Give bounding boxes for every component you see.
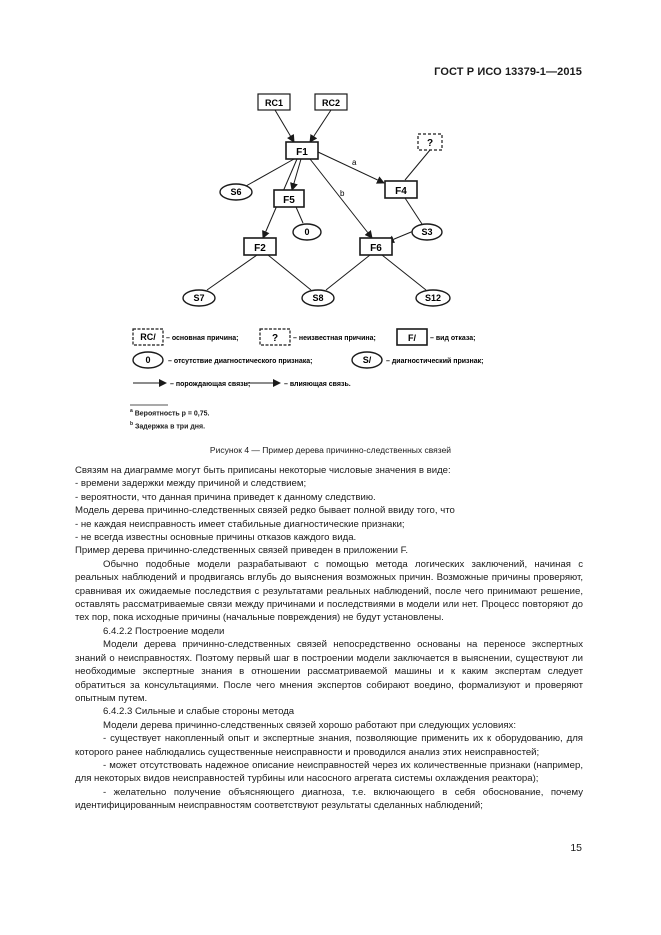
body-text (75, 464, 583, 813)
paragraph: Обычно подобные модели разрабатывают с помощью метода логических заключений, начиная с реальных наблюдений и продвигаясь вглубь до выяснения возможных причин. Возможные причины проверяют, сравнивая их ожидаемые последствия с результатами реальных наблюдений, после чего принимают решение, оставлять рассматриваемые связи между причинами и последствиями в модели или нет. Процесс повторяют до тех пор, пока исходные причины (начальные повреждения) не будут установлены. (75, 558, 583, 624)
svg-text:0: 0 (304, 227, 310, 237)
legend-no-symptom (133, 352, 312, 368)
paragraph: Модели дерева причинно-следственных связей хорошо работают при следующих условиях: (103, 719, 517, 731)
list-item: - не каждая неисправность имеет стабильные диагностические признаки; (75, 518, 405, 530)
section-heading: 6.4.2.2 Построение модели (103, 625, 225, 637)
legend-root-cause (133, 329, 239, 345)
svg-text:S12: S12 (424, 293, 442, 303)
svg-text:– диагностический признак;: – диагностический признак; (386, 358, 484, 365)
svg-text:RC/: RC/ (140, 332, 156, 342)
node-f5 (274, 190, 304, 207)
legend-generating-link (133, 381, 250, 388)
edge-f1-f5 (292, 159, 301, 190)
node-unknown-cause (418, 134, 442, 150)
svg-text:F2: F2 (254, 243, 266, 254)
node-f4 (385, 181, 417, 198)
svg-text:?: ? (426, 138, 434, 149)
node-rc1 (258, 94, 290, 110)
svg-text:?: ? (271, 333, 279, 344)
legend-unknown-cause (260, 329, 376, 345)
svg-text:S3: S3 (421, 227, 433, 237)
edge-f6-s12 (382, 255, 426, 290)
node-f2 (244, 238, 276, 255)
edge-label-b: b (340, 189, 345, 198)
svg-text:– вид отказа;: – вид отказа; (430, 335, 476, 342)
svg-text:– порождающая связь;: – порождающая связь; (170, 381, 251, 388)
figure-caption: Рисунок 4 — Пример дерева причинно-следственных связей (209, 445, 452, 455)
edge-q-f4 (405, 150, 430, 180)
paragraph: Модель дерева причинно-следственных связей редко бывает полной ввиду того, что (75, 505, 455, 517)
svg-text:F4: F4 (395, 186, 407, 197)
node-s12 (416, 290, 450, 306)
footnote-a: $^a$ Вероятность p = 0,75. (130, 408, 210, 418)
svg-text:S/: S/ (362, 355, 372, 365)
edge-f1-f6 (310, 159, 372, 238)
edge-label-a: a (352, 158, 357, 167)
standard-designation: ГОСТ Р ИСО 13379-1—2015 (434, 66, 582, 78)
paragraph: Связям на диаграмме могут быть приписаны некоторые числовые значения в виде: (75, 465, 451, 476)
edge-rc2-f1 (310, 110, 331, 142)
svg-text:RC2: RC2 (321, 98, 341, 108)
paragraph: Модели дерева причинно-следственных связей непосредственно основаны на переносе экспертных знаний о неисправностях. Поэтому первый шаг в построении модели заключается в выяснении, существуют ли необходимые экспертные знания в отношении рассматриваемой машины и к каким экспертам следует обратиться за консультациями. После чего мнения экспертов собирают воедино, формализуют и проверяют опытным путем. (75, 639, 583, 704)
svg-text:– основная причина;: – основная причина; (166, 335, 239, 342)
svg-text:S6: S6 (230, 187, 242, 197)
paragraph: Пример дерева причинно-следственных связей приведен в приложении F. (75, 545, 409, 557)
svg-text:F5: F5 (283, 195, 295, 206)
list-item: - желательно получение объясняющего диагноза, т.е. включающего в себя обоснование, почему идентифицированным неисправностям соответствуют результаты сделанных наблюдений; (75, 786, 583, 812)
node-s8 (302, 290, 334, 306)
svg-text:– неизвестная причина;: – неизвестная причина; (293, 335, 376, 342)
edge-rc1-f1 (275, 110, 294, 142)
edge-f5-zero (296, 207, 303, 223)
svg-text:– отсутствие диагностического: – отсутствие диагностического признака; (168, 358, 313, 365)
section-heading: 6.4.2.3 Сильные и слабые стороны метода (103, 706, 295, 718)
node-s6 (220, 184, 252, 200)
footnote-b: $^b$ Задержка в три дня. (130, 421, 206, 431)
list-item: - может отсутствовать надежное описание неисправностей через их количественные признаки (например, для некоторых видов неисправностей турбины или насосного агрегата системы охлаждения реактора); (75, 759, 583, 785)
node-no-symptom (293, 224, 321, 240)
legend-failure-mode (397, 329, 475, 345)
node-f6 (360, 238, 392, 255)
svg-text:S8: S8 (312, 293, 324, 303)
svg-text:F1: F1 (296, 147, 308, 158)
edge-f2-s8 (268, 255, 311, 290)
cause-effect-diagram (0, 0, 661, 445)
svg-text:– влияющая связь.: – влияющая связь. (284, 381, 351, 388)
list-item: - вероятности, что данная причина приведет к данному следствию. (75, 491, 376, 503)
list-item: - существует накопленный опыт и экспертные знания, позволяющие применить их к оборудованию, для которого ранее наблюдались существенные неисправности и проводился анализ этих неисправностей; (75, 733, 583, 758)
svg-text:S7: S7 (193, 293, 205, 303)
legend-influencing-link (246, 381, 351, 388)
edge-f2-s7 (207, 255, 257, 290)
node-f1 (286, 142, 318, 159)
list-item: - не всегда известны основные причины отказов каждого вида. (75, 532, 357, 544)
svg-text:RC1: RC1 (264, 98, 284, 108)
node-rc2 (315, 94, 347, 110)
list-item: - времени задержки между причиной и следствием; (75, 478, 307, 490)
svg-text:0: 0 (145, 355, 151, 365)
edge-f4-s3 (405, 198, 422, 224)
edge-f1-f4 (318, 152, 384, 183)
node-s3 (412, 224, 442, 240)
svg-text:F6: F6 (370, 243, 382, 254)
edge-f6-s8 (326, 255, 370, 290)
page-number: 15 (570, 842, 582, 854)
svg-text:F/: F/ (408, 333, 416, 343)
node-s7 (183, 290, 215, 306)
legend-symptom (352, 352, 483, 368)
